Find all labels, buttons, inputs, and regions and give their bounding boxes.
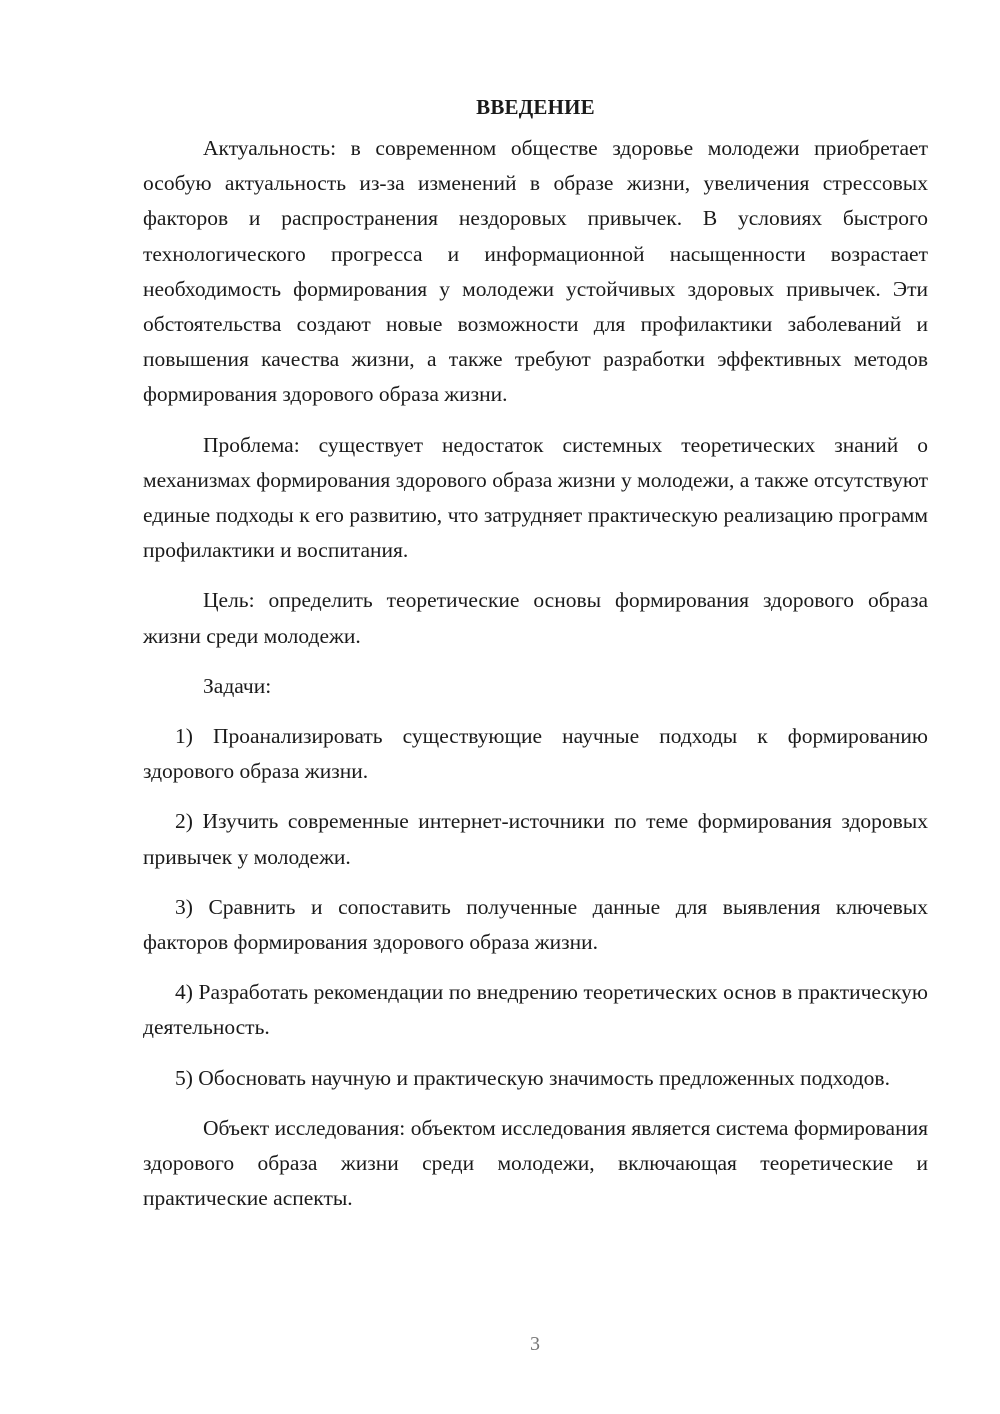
page-number: 3 xyxy=(530,1333,540,1355)
task-item-2: 2) Изучить современные интернет-источники по теме формирования здоровых привычек у молодежи. xyxy=(143,809,928,869)
page-content xyxy=(143,90,928,1231)
tasks-heading: Задачи: xyxy=(203,673,272,698)
relevance-paragraph: Актуальность: в современном обществе здоровье молодежи приобретает особую актуальность из-за изменений в образе жизни, увеличения стрессовых факторов и распространения нездоровых привычек. В условиях быстрого технологического прогресса и информационной насыщенности возрастает необходимость формирования у молодежи устойчивых здоровых привычек. Эти обстоятельства создают новые возможности для профилактики заболеваний и повышения качества жизни, а также требуют разработки эффективных методов формирования здорового образа жизни. xyxy=(143,136,928,407)
page-title: ВВЕДЕНИЕ xyxy=(476,95,595,119)
goal-paragraph: Цель: определить теоретические основы формирования здорового образа жизни среди молодежи. xyxy=(143,588,928,648)
object-paragraph: Объект исследования: объектом исследования является система формирования здорового образа жизни среди молодежи, включающая теоретические и практические аспекты. xyxy=(143,1115,928,1211)
task-item-4: 4) Разработать рекомендации по внедрению теоретических основ в практическую деятельность. xyxy=(143,980,928,1040)
task-item-5: 5) Обосновать научную и практическую значимость предложенных подходов. xyxy=(175,1065,890,1090)
task-item-1: 1) Проанализировать существующие научные подходы к формированию здорового образа жизни. xyxy=(143,724,928,784)
task-item-3: 3) Сравнить и сопоставить полученные данные для выявления ключевых факторов формирования здорового образа жизни. xyxy=(143,894,928,955)
problem-paragraph: Проблема: существует недостаток системных теоретических знаний о механизмах формирования здорового образа жизни у молодежи, а также отсутствуют единые подходы к его развитию, что затрудняет практическую реализацию программ профилактики и воспитания. xyxy=(143,432,928,563)
